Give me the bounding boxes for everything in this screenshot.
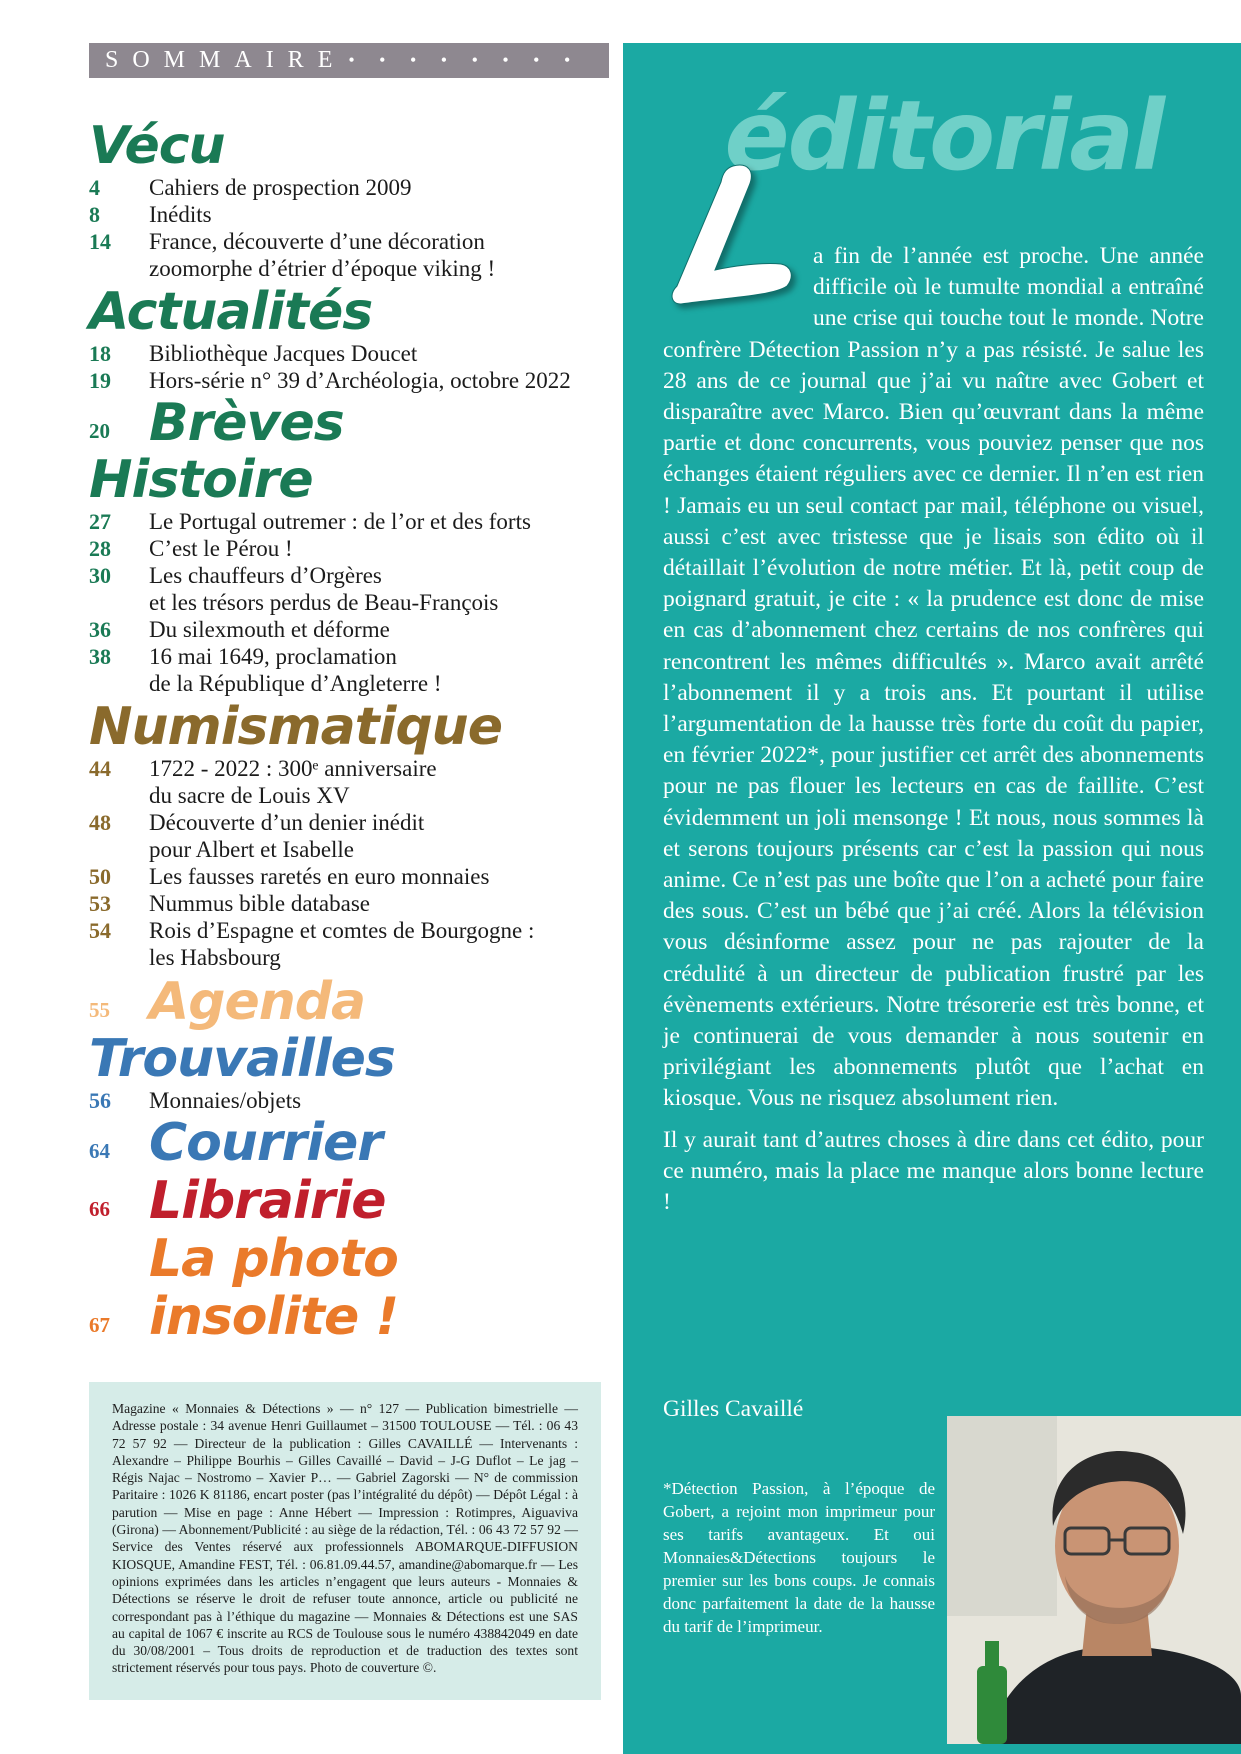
- entry-title: 16 mai 1649, proclamation de la République d’Angleterre !: [149, 644, 442, 696]
- section-title-librairie: Librairie: [149, 1171, 386, 1231]
- entry-title: Inédits: [149, 202, 212, 227]
- editorial-paragraph: a fin de l’année est proche. Une année difficile où le tumulte mondial a entraîné une crise qui touche tout le monde. Notre confrère Détection Passion n’y a pas résisté. Je salue les 28 ans de ce journal que j’ai vu naître avec Gobert et disparaître avec Marco. Bien qu’œuvrant dans la même partie et donc concurrents, vous pouviez penser que nos échanges étaient réguliers avec ce dernier. Il n’en est rien ! Jamais eu un seul contact par mail, téléphone ou visuel, aussi c’est avec tristesse que je lisais son édito où il détaillait l’évolution de notre métier. Et là, petit coup de poignard gratuit, je cite : « la prudence est donc de mise en cas d’abonnement chez certains de nos confrères qui rencontrent les mêmes difficultés ». Marco avait arrêté l’abonnement il y a trois ans. Et pourtant il utilise l’argumentation de la hausse très forte du coût du papier, en février 2022*, pour justifier cet arrêt des abonnements pour ne pas flouer les lecteurs en cas de faillite. C’est évidemment un joli mensonge ! Et nous, nous sommes là et serons toujours présents car c’est la passion qui nous anime. Ce n’est pas une boîte que l’on a acheté pour faire des sous. C’est un bébé que j’ai créé. Alors la télévision vous désinforme assez pour ne pas rajouter de la crédulité à un directeur de publication frustré par les évènements extérieurs. Notre trésorerie est très bonne, et je continuerai de vous demander à nous soutenir en privilégiant les abonnements plutôt que l’achat en kiosque. Vous ne risquez absolument rien.: [663, 243, 1204, 1112]
- sommaire-label: SOMMAIRE: [105, 47, 347, 73]
- toc-entry[interactable]: [89, 1087, 614, 1114]
- page-number: 56: [89, 1088, 111, 1113]
- entry-title: Monnaies/objets: [149, 1088, 302, 1113]
- sommaire-header: [89, 43, 609, 78]
- entry-title: Cahiers de prospection 2009: [149, 175, 412, 200]
- toc-entry[interactable]: [89, 890, 614, 917]
- section-title-agenda: Agenda: [149, 972, 366, 1032]
- page-number: 66: [89, 1197, 110, 1221]
- toc-entry-librairie[interactable]: [89, 1172, 614, 1230]
- toc-entry[interactable]: [89, 174, 614, 201]
- toc-entry[interactable]: [89, 755, 614, 809]
- toc-entry[interactable]: [89, 917, 614, 971]
- table-of-contents: [89, 118, 614, 1346]
- toc-entry[interactable]: [89, 535, 614, 562]
- imprint-box: Magazine « Monnaies & Détections » — n° 127 — Publication bimestrielle — Adresse postale : 34 avenue Henri Guillaumet – 31500 TOULOUSE — Tél. : 06 43 72 57 92 — Directeur de la publication : Gilles CAVAILLÉ — Intervenants : Alexandre – Philippe Bourhis – Gilles Cavaillé – David – J-G Duflot – Le jag – Régis Najac – Nostromo – Xavier P… — Gabriel Zagorski — N° de commission Paritaire : 1026 K 81186, encart poster (pas l’intégralité du dépôt) — Dépôt Légal : à parution — Mise en page : Anne Hébert — Impression : Rotimpres, Aiguaviva (Girona) — Abonnement/Publicité : au siège de la rédaction, Tél. : 06 43 72 57 92 — Service des Ventes réservé aux professionnels ABOMARQUE-DIFFUSION KIOSQUE, Amandine FEST, Tél. : 06.81.09.44.57, amandine@abomarque.fr — Les opinions exprimées dans les articles n’engagent que leurs auteurs - Monnaies & Détections se réserve le droit de refuser toute annonce, article ou publicité ne correspondant pas à l’éthique du magazine — Monnaies & Détections est une SAS au capital de 1067 € inscrite au RCS de Toulouse sous le numéro 438842049 en date du 30/08/2001 – Tous droits de reproduction et de traduction des textes sont strictement réservés pour tous pays. Photo de couverture ©.: [89, 1382, 601, 1700]
- entry-title: Découverte d’un denier inédit pour Albert et Isabelle: [149, 810, 425, 862]
- page-number: 50: [89, 864, 111, 889]
- toc-entry[interactable]: [89, 863, 614, 890]
- page-number: 64: [89, 1139, 110, 1163]
- page-number: 14: [89, 229, 111, 254]
- entry-title: Bibliothèque Jacques Doucet: [149, 341, 418, 366]
- entry-title: Les chauffeurs d’Orgères et les trésors perdus de Beau-François: [149, 563, 499, 615]
- toc-entry[interactable]: [89, 508, 614, 535]
- entry-title: Les fausses raretés en euro monnaies: [149, 864, 490, 889]
- editorial-body: [663, 241, 1204, 1228]
- page-number: 8: [89, 202, 100, 227]
- toc-entry[interactable]: [89, 367, 614, 394]
- toc-entry-breves[interactable]: [89, 394, 614, 452]
- section-title-breves: Brèves: [149, 393, 344, 453]
- entry-title: Hors-série n° 39 d’Archéologia, octobre 2022: [149, 368, 571, 393]
- page-number: 18: [89, 341, 111, 366]
- page-number: 4: [89, 175, 100, 200]
- toc-entry-photo-insolite[interactable]: [89, 1230, 614, 1346]
- toc-entry[interactable]: [89, 201, 614, 228]
- toc-column: [89, 43, 609, 1347]
- section-title-courrier: Courrier: [149, 1113, 382, 1173]
- page-number: 54: [89, 918, 111, 943]
- toc-entry[interactable]: [89, 616, 614, 643]
- toc-entry[interactable]: [89, 809, 614, 863]
- editorial-panel: [623, 43, 1241, 1754]
- editorial-paragraph: Il y aurait tant d’autres choses à dire dans cet édito, pour ce numéro, mais la place me manque alors bonne lecture !: [663, 1126, 1204, 1216]
- page-number: 53: [89, 891, 111, 916]
- toc-entry[interactable]: [89, 340, 614, 367]
- page-number: 38: [89, 644, 111, 669]
- page-number: 30: [89, 563, 111, 588]
- toc-entry[interactable]: [89, 643, 614, 697]
- section-title-histoire: Histoire: [89, 450, 313, 510]
- entry-title: Rois d’Espagne et comtes de Bourgogne : les Habsbourg: [149, 918, 535, 970]
- toc-entry-agenda[interactable]: [89, 973, 614, 1031]
- entry-title: Nummus bible database: [149, 891, 371, 916]
- page-number: 67: [89, 1313, 110, 1337]
- section-title-photo-insolite: La photo insolite !: [149, 1229, 399, 1347]
- section-title-vecu: Vécu: [89, 116, 225, 176]
- page-number: 44: [89, 756, 111, 781]
- editorial-footnote: *Détection Passion, à l’époque de Gobert, a rejoint mon imprimeur pour ses tarifs avantageux. Et oui Monnaies&Détections toujours le premier sur les bons coups. Je connais donc parfaitement la date de la hausse du tarif de l’imprimeur.: [663, 1479, 935, 1636]
- editorial-title: éditorial: [724, 80, 1163, 192]
- page-number: 55: [89, 998, 110, 1022]
- toc-entry[interactable]: [89, 228, 614, 282]
- toc-entry-courrier[interactable]: [89, 1114, 614, 1172]
- page-number: 48: [89, 810, 111, 835]
- entry-title: C’est le Pérou !: [149, 536, 293, 561]
- page-number: 20: [89, 419, 110, 443]
- entry-title: 1722 - 2022 : 300ᵉ anniversaire du sacre de Louis XV: [149, 756, 437, 808]
- editorial-signature: Gilles Cavaillé: [663, 1396, 804, 1422]
- entry-title: Du silexmouth et déforme: [149, 617, 390, 642]
- page-number: 36: [89, 617, 111, 642]
- page-number: 27: [89, 509, 111, 534]
- section-title-numismatique: Numismatique: [89, 697, 502, 757]
- page-number: 28: [89, 536, 111, 561]
- page-number: 19: [89, 368, 111, 393]
- sommaire-dots: • • • • • • • •: [348, 50, 581, 70]
- section-title-trouvailles: Trouvailles: [89, 1029, 395, 1089]
- author-photo: [947, 1416, 1241, 1744]
- toc-entry[interactable]: [89, 562, 614, 616]
- entry-title: France, découverte d’une décoration zoomorphe d’étrier d’époque viking !: [149, 229, 496, 281]
- section-title-actualites: Actualités: [89, 282, 373, 342]
- entry-title: Le Portugal outremer : de l’or et des forts: [149, 509, 531, 534]
